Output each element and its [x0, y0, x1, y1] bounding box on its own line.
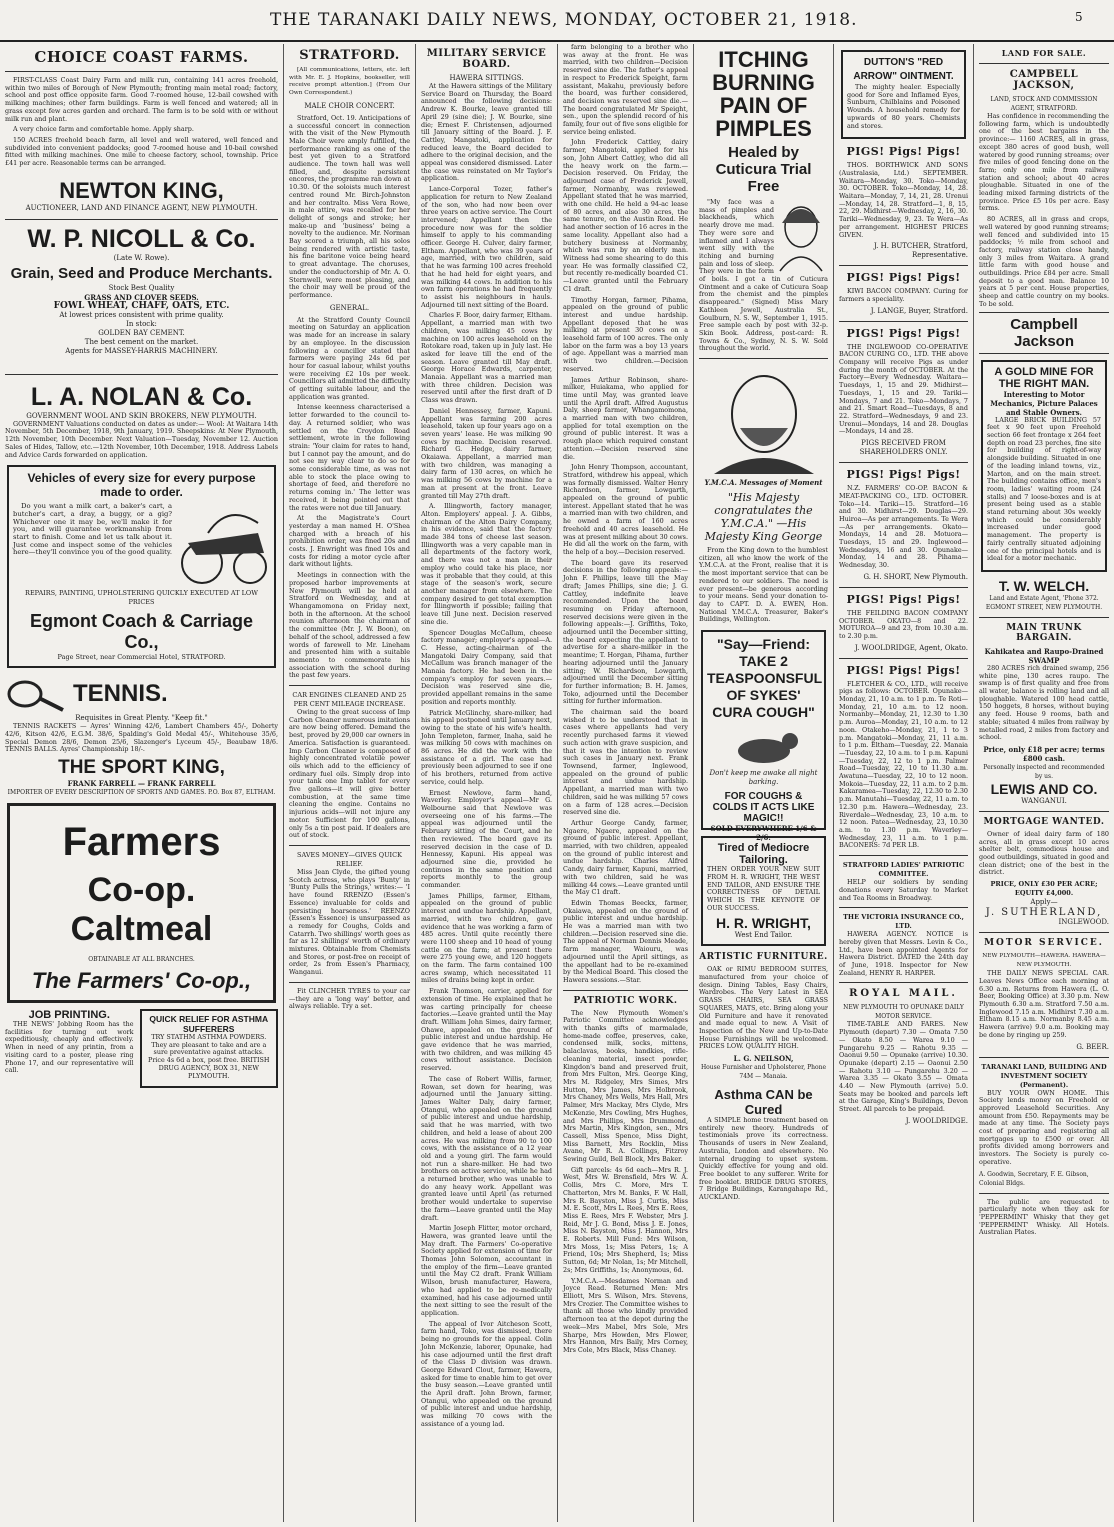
divider: [563, 990, 688, 991]
nicoll-line-1: GRASS AND CLOVER SEEDS.: [84, 292, 199, 302]
asthma-heading: QUICK RELIEF FOR ASTHMA SUFFERERS: [149, 1014, 269, 1035]
divider: [699, 358, 828, 359]
nicoll-title: W. P. NICOLL & Co.: [27, 224, 256, 253]
vehicles-text: Do you want a milk cart, a baker's cart, a butcher's cart, a dray, a buggy, or a gig? Whichever one it may be, we'll make it for you, and will guarantee workmanship from start to finish. Come and let us talk about it. Just come and inspect some of the vehicles here—they'll convince you of the good quality.: [13, 502, 173, 557]
tennis-racket-icon: [5, 674, 65, 714]
divider: [289, 845, 410, 846]
choir-text: Stratford, Oct. 19. Anticipations of a successful concert in connection with the visit of the New Plymouth Male Choir were amply fulfilled, the performance ranking as one of the best yet given to a Stratford audience. The town hall was well filled, and, despite persistent encores, the programme ran down at 10.30. Of the soloists much interest centred round Mr. Birch-Johnston and her contralto. Miss Vera Rowe, in male attire, was recalled for her delight of songs and stroke; her make-up and 'business' being a novelty to the audience. Mr. Norman Bay scored a triumph, all his solos being rendered with artistic taste, his fine baritone voice being heard to great advantage. The choruses, under the conductorship of Mr. A. O. Sternwell, were most pleasing, and the choir may well be proud of the performance.: [289, 113, 410, 299]
pigs-5-sign: J. WOOLDRIDGE, Agent, Okato.: [854, 643, 968, 652]
taranaki-society-heading: TARANAKI LAND, BUILDING AND INVESTMENT SOCIETY (Permanent).: [981, 1062, 1107, 1089]
cuticura-heading: ITCHING BURNING PAIN OF PIMPLES: [712, 47, 815, 141]
saves-heading: SAVES MONEY—GIVES QUICK RELIEF.: [297, 850, 402, 868]
farmers-title: Farmers: [62, 820, 221, 865]
nolan-text: GOVERNMENT Valuations conducted on dates as under:— Wool: At Waitara 14th November, 5th December, 1918, 9th January, 1919. Sheepskins: At New Plymouth, 12th November, 10th December. Next Valuation—Tuesday, November 12. Auction Sales of Hides, Tallow, etc.—12th November, 10th December, 1918. Address Labels and Advice Cards forwarded on application.: [5, 419, 278, 459]
campbell-jackson-text: Has confidence in recommending the following farm, which is undoubtedly one of the best bargains in the province:— 1160 ACRES, all in grass, except 380 acres of good bush, well watered by good running streams; over five miles of good fencing done on the farm; only one mile from railway station and school; about 40 acres ploughable. Situated in one of the leading mixed farming districts of the province. Price £5 10s per acre. Easy terms.: [979, 112, 1109, 213]
furniture-name: L. G. NEILSON,: [733, 1054, 794, 1064]
military-text-5: A. Illingworth, factory manager, Alton. Employers' appeal. J. A. Gibbs, chairman of the Alton Dairy Company, in his evidence, said that the factory made 384 tons of cheese last season. Illingworth was a very capable man in all departments of the factory work, and there was not a man in their employ who could take his place, nor was it probable that they could, at this stage of the season's work, secure another manager from elsewhere. The company desired to get total exemption for Illingworth if possible; failing that leave till June next. Decision reserved sine die.: [421, 502, 552, 626]
divider: [979, 811, 1109, 812]
stratford-text-4: At the Magistrate's Court yesterday a man named H. O'Shea charged with a breach of his prohibition order, was fined 20s and costs. J. Enwright was fined 10s and costs for riding a motor cycle after dark without lights.: [289, 514, 410, 569]
gold-mine-subtitle: Interesting to Motor Mechanics, Picture Palaces and Stable Owners.: [990, 389, 1098, 417]
main-trunk-price: Price, only £18 per acre; terms £800 cash.: [983, 744, 1105, 763]
sport-king-subtitle: IMPORTER OF EVERY DESCRIPTION OF SPORTS AND GAMES. P.O. Box 87, ELTHAM.: [7, 789, 276, 797]
nicoll-line-4: In stock:: [126, 319, 157, 328]
farmers-branches: OBTAINABLE AT ALL BRANCHES.: [88, 956, 195, 964]
patriotic-text: The New Plymouth Women's Patriotic Committee acknowledges with thanks gifts of marmalade, home-made coffee, preserves, cake, condensed milk, socks, mittens, balaclavas, books, handkies, rifle-cleaning material, insect powder, Kingdon's band and preserved fruit, from Mrs Fulton, Mrs. George King, Mrs M. Ridgeley, Mrs Simes, Mrs Hutton, Mrs James, Mrs Holbrook, Mrs Chaney, Mrs Wells, Mrs Hall, Mrs Palmer, Mrs Mackay, Mrs Clyde, Mrs McKenzie, Mrs Cowling, Mrs Hughes, and Mrs Phillips, Mrs Drummond, Mrs Martin, Mrs Kingdon, sen., Mrs Cassell, Miss Spence, Miss Dight, Miss Barnett, Mrs Rocklin, Miss Avane, Mr R. A. Collings, Fitzroy Sewing Guild, Bell Block, Mrs Baker.: [563, 1008, 688, 1164]
military-cont-8: Arthur George Candy, farmer, Ngaere, Ngaere, appealed on the ground of public interest. Appellant, married, with two children, appealed on the ground of public interest and undue hardship. Charles Alfred Candy, dairy farmer, Kapuni, married, with two children, said he was milking 44 cows.—Leave granted until the May C1 draft.: [563, 818, 688, 897]
divider: [5, 374, 278, 375]
farmers-product: Co-op. Caltmeal: [70, 871, 213, 949]
main-trunk-heading: MAIN TRUNK BARGAIN.: [1006, 622, 1082, 643]
royal-mail-subtitle: NEW PLYMOUTH TO OPUNAKE DAILY MOTOR SERVICE.: [843, 1004, 964, 1021]
divider: [289, 685, 410, 686]
campbell-jackson-subtitle: LAND, STOCK AND COMMISSION AGENT, STRATFORD.: [990, 96, 1098, 112]
wright-subtitle: West End Tailor.: [734, 931, 793, 940]
stratford-intro: [All communications, letters, etc. left with Mr. E. J. Hopkins, bookseller, will receive prompt attention.] (From Our Own Correspondent.): [289, 67, 410, 97]
vehicles-ad: [7, 465, 276, 668]
taranaki-society-text: BUY YOUR OWN HOME. This Society lends money on Freehold or approved Leasehold Securities. Any amount from £50. Repayments may be made at any time. The Society pays cost of preparing and registering all mortgages up to £500 or over. All profits divided among borrowers and investors. The Society is purely co-operative.: [979, 1088, 1109, 1166]
welch-subtitle: Land and Estate Agent, 'Phone 372. EGMONT STREET, NEW PLYMOUTH.: [985, 594, 1103, 611]
military-text-3: Charles F. Boor, dairy farmer, Eltham. Appellant, a married man with two children, was milking 45 cows by machine on 100 acres leasehold on the Rotokare road, taken up in July last. He asked for leave till the end of the season. Leave granted till May draft. George Horace Edwards, carpenter, Manaia. Appellant was a married man with three children. Decision was reserved until after the first draft of D Class was drawn.: [421, 311, 552, 405]
divider: [979, 932, 1109, 933]
divider: [839, 982, 968, 983]
divider: [289, 982, 410, 983]
egmont-subtitle: Page Street, near Commercial Hotel, STRATFORD.: [57, 653, 226, 662]
sykes-heading: "Say—Friend: TAKE 2 TEASPOONSFUL OF SYKES' CURA COUGH": [707, 636, 823, 721]
campbell-jackson-text-2: 80 ACRES, all in grass and crops, well watered by good running streams; well fenced and subdivided into 15 paddocks; ½ mile from school and factory, railway station close handy, only 3 miles from Waitara. A grand little farm with good house and outbuildings. Price £84 per acre. Small deposit to a good man. Balance 10 years at 5 per cent. House properties, sheep and cattle country on my books. To be sold.: [979, 215, 1109, 308]
pigs-6-text: FLETCHER & CO., LTD., will receive pigs as follows: OCTOBER. Opunake—Monday, 21, 10 a.m. to 1 p.m. Te Roti—Monday, 21, 10 a.m. to 12 noon. Normanby—Monday, 21, 12.30 to 1.30 p.m. Auroa—Monday, 21, 10 a.m. to 12 noon. Otakeho—Monday, 21, 1 to 3 p.m. Mangatoki—Monday, 21, 11 a.m. to 1 p.m. Eltham—Tuesday, 22. Manaia—Tuesday, 22, 10 a.m. to 1 p.m. Kapuni—Tuesday, 22, 12 to 1 p.m. Palmer Road—Tuesday, 22, 10 to 11.30 a.m. Awatuna—Tuesday, 22, 10 to 12 noon. Mokoia—Tuesday, 22, 11 a.m. to 2 p.m. Kakaramea—Tuesday, 22, 12.30 to 2.30 p.m. Manutahi—Tuesday, 22, 11 a.m. to 12.30 p.m. Hawera—Wednesday, 23. Riverdale—Wednesday, 23, 10 a.m. to 12 noon. Patea—Wednesday, 23, 10.30 a.m. to 1.30 p.m. Waverley—Wednesday, 23, 11 a.m. to 1 p.m. BACONERS: 7d PER LB.: [839, 679, 968, 850]
divider: [839, 321, 968, 322]
sykes-ad: [701, 630, 826, 843]
sport-king-title: THE SPORT KING,: [58, 757, 225, 779]
motor-service-subtitle: NEW PLYMOUTH—HAWERA. HAWERA—NEW PLYMOUTH.: [982, 953, 1106, 969]
gold-mine-heading: A GOLD MINE FOR THE RIGHT MAN.: [994, 365, 1094, 390]
asthma-text: TRY STATHM ASTHMA POWDERS. They are pleasant to take and are a sure preventative against attacks. Price 4s 6d a box, post free. BRITISH DRUG AGENCY, BOX 31, NEW PLYMOUTH.: [148, 1033, 270, 1080]
job-printing-text: THE NEWS' Jobbing Room has the facilities for turning out work expeditiously, cheaply and effectively. When in need of any printin, from a visiting card to a poster, please ring Phone 17, and our representative will call.: [5, 1020, 134, 1075]
military-cont-3: Timothy Horgan, farmer, Pihama, appealed on the ground of public interest and undue hardship. Appellant deposed that he was milking at present 30 cows on a leasehold farm of 100 acres. The only labor on the farm was a boy 13 years of age. Appellant was a married man with two children.—Decision reserved.: [563, 295, 688, 373]
patriotic-text-3: Y.M.C.A.—Mesdames Norman and Joyce Read. Returned Men: Mrs Elliott, Mrs S. Wilson, Mrs. Stevens, Mrs Crozier. The Committee wishes to thank all those who kindly provided afternoon tea at the depot during the week—Mrs Mabel, Mrs Sole, Mrs Sharpe, Mrs Howden, Mrs Flower, Mrs Hannon, Mrs Baily, Mrs Corney, Mrs Cole, Mrs Black, Miss Chaney.: [563, 1276, 688, 1354]
pigs-3-text: THE INGLEWOOD CO-OPERATIVE BACON CURING CO., LTD. THE above Company will receive Pigs as under during the month of OCTOBER. At the Factory—Every Wednesday. Waitara—Tuesdays, 1, 15 and 29. Midhirst—Tuesdays, 1, 15 and 29. Tariki—Mondays, 7 and 21. Toko—Mondays, 7 and 21. Smart Road—Tuesdays, 8 and 22. Stratford—Wednesdays, 9 and 23. Urenui—Mondays, 14 and 28. Douglas—Mondays, 14 and 28.: [839, 342, 968, 436]
pigs-1-heading: PIGS! Pigs! Pigs!: [846, 145, 961, 159]
royal-mail-sign: J. WOOLDRIDGE.: [905, 1116, 968, 1125]
military-text-4: Daniel Hennessey, farmer, Kapuni. Appellant was farming 200 acres leasehold, taken up four years ago on a seven years' lease. He was milking 90 cows by machine. Decision reserved. Richard G. Hedge, dairy farmer, Okaiawa. Appellant, a married man with two children, was managing a dairy farm of 130 acres, on which he was milking 56 cows by machine for a man at present at the front. Leave granted till May 27th draft.: [421, 406, 552, 500]
nolan-title: L. A. NOLAN & Co.: [30, 382, 253, 411]
vehicles-heading: Vehicles of every size for every purpose made to order.: [27, 471, 256, 500]
farmers-coop-ad: [7, 803, 276, 1003]
general-heading: GENERAL.: [329, 303, 370, 312]
military-text-7: Patrick McGlinchy, share-milker, had his appeal postponed until January next, owing to the state of his wife's health. John Templeton, farmer, Inaha, said he was milking 50 cows with machines on 86 acres. He did the work with the assistance of a girl. The case had previously been adjourned to see if one of his brothers, returned from active service, could help.: [421, 708, 553, 786]
saves-text: Miss Jean Clyde, the gifted young Scotch actress, who plays 'Bunty' in 'Bunty Pulls the Strings,' writes:— 'I have found RRENZO (Essen's Essence) invaluable for colds and persisting hoarseness.' REENZO (Essen's Essence) is unsurpassed as a remedy for Coughs, Colds and Catarrh. Two shillings' worth goes as far as 12 shillings' worth of ordinary mixtures. Obtainable from Chemists and Stores, or post-free on receipt of order, 2s from Essen's Pharmacy, Wanganui.: [289, 867, 410, 977]
sport-king-names: FRANK FARRELL — FRANK FARRELL: [67, 779, 216, 789]
campbell-jackson-heading: CAMPBELL JACKSON,: [1009, 69, 1079, 91]
royal-mail-heading: ROYAL MAIL.: [849, 988, 958, 1000]
pigs-5-text: THE FEILDING BACON COMPANY OCTOBER. OKATO—8 and 22. MOTUROA—9 and 23, from 10.30 a.m. to 2.30 p.m.: [839, 608, 968, 640]
main-trunk-subtitle: Kahikatea and Raupo-Drained SWAMP: [984, 646, 1104, 665]
gold-mine-text: LARGE BRICK BUILDING 57 feet x 90 feet upon Freehold section 66 feet frontage x 264 feet depth on road 23 perches, fine site for building of right-of-way alongside building. Situated in one of the leading inland towns, viz., Marton, and on the main street. The building contains office, men's room, ladies' waiting room (24 stalls) and 7 loose-boxes and is at present being used as a stable stand returning about 30s weekly which could be considerably increased under good management. The property is fairly centrally situated adjoining one of the principal hotels and is ideal for a motor mechanic.: [987, 415, 1101, 563]
column-2: [284, 44, 416, 1522]
military-cont-7: The chairman said the board wished it to be understood that in cases where appellants had very recently purchased farms it viewed such action with grave suspicion, and that it was the intention to review such cases in January next. Frank Townsend, farmer, Inglewood, appealed on the ground of public interest and undue hardship. Appellant, a married man with two children, said he was milking 57 cows on a farm of 128 acres.—Decision reserved sine die.: [563, 708, 688, 817]
wright-ad: [701, 836, 826, 946]
sutherland-subtitle: INGLEWOOD.: [1058, 918, 1109, 927]
ymca-quote: "His Majesty congratulates the Y.M.C.A." —His Majesty King George: [704, 491, 823, 544]
nicoll-line-6: The best cement on the market.: [84, 337, 199, 346]
stratford-heading: STRATFORD.: [299, 48, 400, 63]
sykes-caption: Don't keep me awake all night barking.: [709, 769, 818, 787]
asthma-cure-text: A SIMPLE home treatment based on entirely new theory. Hundreds of testimonials prove its correctness. Thousands of users in New Zealand, Australia, London and elsewhere. No internal drugging to upset system. Quickly effective for young and old. Free booklet to any sufferer. Write for free booklet. BRIDGE DRUG STORES, 7 Bridge Buildings, Karangahape Rd., AUCKLAND.: [699, 1116, 828, 1202]
nicoll-subtitle: Grain, Seed and Produce Merchants.: [10, 264, 273, 282]
pigs-6-heading: PIGS! Pigs! Pigs!: [846, 663, 961, 677]
military-subheading: HAWERA SITTINGS.: [449, 74, 524, 82]
nicoll-line-5: GOLDEN BAY CEMENT.: [98, 328, 185, 337]
column-7: [974, 44, 1114, 1522]
furniture-subtitle: House Furnisher and Upholsterer, Phone 74M — Manaia.: [700, 1064, 827, 1081]
pigs-2-heading: PIGS! Pigs! Pigs!: [846, 271, 961, 285]
military-heading: MILITARY SERVICE BOARD.: [426, 48, 547, 70]
ymca-caption: Y.M.C.A. Messages of Moment: [704, 478, 823, 488]
welch-name: T. W. WELCH.: [998, 577, 1090, 594]
furniture-text: OAK or RIMU BEDROOM SUITES, manufactured from your choice of design. Dining Tables, Easy Chairs, Wardrobes. The Very Latest in SEA GRASS CHAIRS, SEA GRASS SQUARES, MATS, etc. Bring along your Old Furniture and have it renovated and made equal to new. A Visit of Inspection of the New and Up-to-Date House Furnishings will be welcomed. PRICES LOW. QUALITY HIGH.: [699, 965, 828, 1051]
column-1: [0, 44, 284, 1522]
nicoll-line-3: At lowest prices consistent with prime quality.: [59, 310, 224, 319]
divider: [5, 219, 278, 220]
pigs-4-heading: PIGS! Pigs! Pigs!: [846, 468, 961, 482]
king-portrait-illustration: [704, 364, 824, 474]
egmont-title: Egmont Coach & Carriage Co.,: [29, 611, 254, 653]
divider: [979, 1193, 1109, 1194]
victoria-text: HAWERA AGENCY. NOTICE is hereby given that Messrs. Levin & Co., Ltd., have been appointed Agents for Hawera District. DATED the 24th day of June, 1918. Inspector for New Zealand, HENRY R. HARPER.: [839, 930, 968, 977]
furniture-heading: ARTISTIC FURNITURE.: [699, 952, 828, 963]
divider: [5, 71, 278, 72]
farms-note: A very choice farm and comfortable home. Apply sharp.: [13, 125, 194, 134]
motor-service-text: THE DAILY NEWS SPECIAL CAR. Leaves News Office each morning at 6.30 a.m. Returns from Hawera (L. O. Beer, Booking Office) at 3.30 p.m. New Plymouth 6.30 a.m. Stratford 7.50 a.m. Inglewood 7.15 a.m. Midhirst 7.30 a.m. Eltham 8.15 a.m. Normanby 8.45 a.m. Hawera (arrive) 9.0 a.m. Booking may be done by ringing up 259.: [979, 969, 1109, 1039]
lewis-name: LEWIS AND CO.: [990, 780, 1098, 797]
newton-king-subtitle: AUCTIONEER, LAND AND FINANCE AGENT, NEW PLYMOUTH.: [25, 203, 258, 212]
pigs-4-sign: G. H. SHORT, New Plymouth.: [863, 572, 968, 581]
divider: [839, 658, 968, 659]
pigs-4-text: N.Z. FARMERS' CO-OP. BACON & MEAT-PACKING CO., LTD. OCTOBER. Toko—14. Tariki—15. Stratford—16 and 30. Midhirst—29. Douglas—29. Huiroa—As per arrangements. Te Wera—As per arrangements. Okato—Mondays, 14 and 28. Motuora—Tuesdays, 15 and 29. Inglewood—Wednesdays, 16 and 30. Opunake—Monday, 14 and 28. Pihama—Wednesday, 30.: [839, 484, 968, 570]
military-text-8: Ernest Newlove, farm hand, Waverley. Employer's appeal—Mr G. Welbourne said that Newlove was overseeing one of his farms.—The appeal was adjourned until the February sitting of the Court, and he then reviewed. The board gave its reserved decision in the case of D. Hennessy, Kapuni. His appeal was adjourned sine die, provided he continues in the same position and reports monthly to the group commander.: [421, 788, 552, 890]
divider: [839, 855, 968, 856]
farmers-coop-name: The Farmers' Co-op.,: [31, 968, 252, 994]
column-4: [558, 44, 694, 1522]
lewis-subtitle: WANGANUI.: [1021, 796, 1067, 805]
motor-service-heading: MOTOR SERVICE.: [984, 938, 1104, 949]
column-6: [834, 44, 974, 1522]
stratford-text-3: Intense keenness characterised a letter forwarded to the council to-day. A returned soldier, who was settled on the Croydon Road settlement, wrote in the following strain: 'Your claim for rates to hand, but I cannot pay the amount, and do not see my way clear to do so for some considerable time, as was not able to stock the place owing to shortage of feed, and therefore no returns coming in.' The letter was received, it being pointed out that the rates were not due till January.: [289, 403, 410, 512]
pigs-1-sign: J. H. BUTCHER, Stratford, Representative.: [873, 242, 968, 260]
pigs-2-text: KIWI BACON COMPANY. Curing for farmers a speciality.: [839, 287, 968, 303]
wright-text: THEN ORDER YOUR NEW SUIT FROM H. R. WRIGHT, THE WEST END TAILOR, AND ENSURE THE CORRECTNESS OF DETAIL WHICH IS THE KEYNOTE OF OUR SUCCESS.: [707, 865, 820, 912]
military-cont-1: farm belonging to a brother who was away at the front. He was married, with two children—Decision reserved sine die. The father's appeal in respect to Frederick Speight, farm assistant, Makahu, previously before the board, was further considered, and decision was reserved sine die.—The board congratulated Mr Speight, sen., upon the splendid record of his family, four out of five sons eligible for service being enlisted.: [563, 43, 688, 136]
gold-mine-ad: [981, 360, 1107, 572]
choir-heading: MALE CHOIR CONCERT.: [304, 101, 395, 110]
main-trunk-text: 280 ACRES rich drained swamp, 256 white pine, 130 acres raupo. The swamp is of first quality and free from all water, balance is rolling land and all ploughable. Watered 100 head cattle, 150 hoggets, 8 horses, without buying any feed. House 9 rooms, bath and stable; situated 4 miles from railway by metalled road, 2 miles from factory and school.: [979, 663, 1109, 742]
dog-illustration: [724, 725, 804, 765]
column-3: [416, 44, 558, 1522]
wright-heading: Tired of Mediocre Tailoring.: [717, 842, 810, 867]
tennis-subtitle: Requisites in Great Plenty. "Keep fit.": [75, 714, 208, 723]
victoria-heading: THE VICTORIA INSURANCE CO., LTD.: [843, 913, 964, 931]
military-text-9: James Phillips, farmer, Eltham, appealed on the ground of public interest and undue hardship. Appellant, married, with two children, gave evidence that he was working a farm of 485 acres. Until quite recently there were 1100 sheep and 10 head of young cattle on the farm; at present there were 275 young ewe, and 120 hoggets on the farm. The farm contained 100 acres swamp, which necessitated 11 miles of drains being kept in order.: [421, 891, 552, 985]
main-trunk-note: Personally inspected and recommended by us.: [983, 763, 1105, 780]
stratford-text-5: Meetings in connection with the proposed harbor improvements at New Plymouth will be held at Stratford on Wednesday, and at Whangamomona on Friday next, both in the afternoon. At the school reunion afternoon the chairman of the committee (Mr. J. W. Boon), on behalf of the school, addressed a few words of farewell to Mr. Lineham and presented him with a suitable memento to commemorate his association with the school during the past few years.: [289, 571, 410, 680]
divider: [979, 1057, 1109, 1058]
mortgage-apply: Apply—: [1030, 898, 1058, 907]
military-cont-4: James Arthur Robinson, share-milker, Huiakama, who applied for time until May, was granted leave until the April draft. Alfred Augustus Daly, sheep farmer, Whangamomona, a married man with two children, applied for total exemption on the ground of public interest. It was a rough place which required constant attention.—Decision reserved sine die.: [563, 375, 688, 461]
military-cont-2: John Frederick Cattley, dairy farmer, Mangatoki, applied for his son, John Albert Cattley, who did all the heavy work on the farm.—Decision reserved. On Friday, the adjourned case of Frederick Jewell, farmer, Normanby, was reviewed. Appellant stated that he was married, with one child. He held a 94-ac lease of 80 acres, and also 30 acres, the same tenure, on the Austin Road. He had another section of 16 acres in the same locality. Appellant also had a butchery business at Normanby, which was run by an elderly man. Witness had some shearing to do this year. He was formally classified C2, but recently re-medically boarded C1.—Leave granted until the February C1 draft.: [563, 138, 688, 293]
general-text: At the Stratford County Council meeting on Saturday an application was made for an increase in salary by an employee. In the discussion following a councillor stated that farmers were paying 24s 6d per hour for casual labour, whilst youths were receiving £2 10s per week. Councillors all admitted the difficulty of getting suitable labour, and the application was granted.: [289, 315, 411, 401]
mortgage-price: PRICE, ONLY £30 PER ACRE; EQUITY £4,000.: [990, 880, 1098, 898]
nicoll-line-2: FOWL WHEAT, CHAFF, OATS, ETC.: [53, 300, 230, 311]
red-arrow-ad: [841, 50, 966, 139]
carriage-illustration: [178, 503, 270, 589]
patriotic-heading: PATRIOTIC WORK.: [573, 995, 678, 1006]
masthead: [0, 0, 1114, 42]
military-cont-5: John Henry Thompson, accountant, Stratford, withdrew his appeal, which was formally dismissed. Walter Henry Richardson, farmer, Lowgarth, appealed on the ground of public interest. Appellant stated that he was a married man with two children, and he owned a farm of 160 acres freehold and 40 acres leasehold. He was at present milking about 30 cows. He did all the work on the farm, with the help of a boy.—Decision reserved.: [563, 463, 688, 556]
military-text-12: Martin Joseph Flitter, motor orchard, Hawera, was granted leave until the May draft. The Farmers' Co-operative Society applied for extension of time for Thomas John Solomon, accountant in the employ of the firm—Leave granted until the May C2 draft. Frank William Wilson, brush manufacturer, Hawera, who had applied to be re-medically examined, had his case adjourned until the next sitting to see the result of the application.: [421, 1224, 552, 1317]
military-text-2: Lance-Corporal Tozer, father's application for return to New Zealand of the son, who had now been over three years on active service. The Court intervened; Appellant then the procedure now was for the soldier himself to apply to his commanding officer. George H. Culver, dairy farmer, Eltham. Appellant, who was 39 years of age, married, with two children, said that he was farming 100 acres freehold that he had held for eight years, and was milking 44 cows. In addition to his own farm operations he had frequently to assist his neighbours in hauls. Adjourned till next sitting of the Board.: [421, 185, 552, 309]
ladies-patriotic-heading: STRATFORD LADIES' PATRIOTIC COMMITTEE.: [842, 861, 965, 879]
divider: [839, 265, 968, 266]
engines-text: Owing to the great success of Imp Carbon Cleaner numerous imitations are now being offered. Demand the best, proved by 29,000 car owners in America. Satisfaction is guaranteed. Imp Carbon Cleaner is composed of highly concentrated volatile power oils which add to the efficiency of ordinary fuel oils. Simply drop into your tank one Imp tablet for every five gallons—it will give better combustion, at the same time cleaning the engine. Contains no injurious acids—will not injure any motor. Sufficient for 100 gallons, only 5s a tin post paid. If dealers are out of stock.: [289, 708, 410, 840]
farms-text-2: 150 ACRES freehold beach farm, all level and well watered, well fenced and subdivided into convenient paddocks; good 7-roomed house and 10-bail cowshed fitted with milking machines. One mile to cheese factory, school, township. Price £41 per acre. Reasonable terms can be arranged.: [5, 135, 278, 168]
military-text-10: Frank Thomson, carrier, applied for extension of time. He explained that he was carting principally for cheese factories.—Leave granted until the May draft. William John Simes, dairy farmer, Ohawe, appealed on the ground of public interest and undue hardship. He gave evidence that he was married, with two children, and was milking 45 cows without assistance. Decision reserved.: [421, 987, 552, 1073]
pigs-2-sign: J. LANGE, Buyer, Stratford.: [870, 306, 968, 315]
divider: [839, 462, 968, 463]
tennis-text: TENNIS RACKETS — Ayres' Winning 42/6, Lambert Chambers 45/-, Doherty 42/6, Kitson 42/6, E.G.M. 38/6, Spalding's Gold Medal 45/-, Whitehouse 35/6, Special Demon 28/6, Demon 25/6, Slazenger's Lyceum 45/-, Beaubaw 18/6. TENNIS BALLS. Ayres' Championship 18/-.: [5, 722, 278, 754]
red-arrow-heading: DUTTON'S "RED ARROW" OINTMENT.: [853, 57, 954, 82]
pigs-5-heading: PIGS! Pigs! Pigs!: [846, 592, 961, 606]
mortgage-heading: MORTGAGE WANTED.: [983, 816, 1105, 827]
tennis-title: TENNIS.: [73, 680, 168, 708]
land-heading: LAND FOR SALE.: [1001, 48, 1087, 58]
pigs-1-text: THOS. BORTHWICK AND SONS (Australasia, Ltd.) SEPTEMBER. Waitara—Monday, 30. Toko—Monday, 30. OCTOBER. Toko—Monday, 14, 28. Waitara—Monday, 7, 14, 21, 28. Urenui—Monday, 14, 28. Stratford—1, 8, 15, 22, 29. Midhirst—Wednesday, 2, 16, 30. Tariki—Wednesday, 9, 23. Te Wera—As per arrangement. HIGHEST PRICES GIVEN.: [839, 161, 968, 239]
vehicles-repair: REPAIRS, PAINTING, UPHOLSTERING QUICKLY EXECUTED AT LOW PRICES: [25, 589, 258, 607]
clincher-text: Fit CLINCHER TYRES to your car—they are a 'long way' better, and always reliable. Try a set.: [289, 986, 410, 1011]
taranaki-society-sign: A. Goodwin, Secretary, F. E. Gibson, Colonial Bldgs.: [979, 1170, 1089, 1187]
job-printing-heading: JOB PRINTING.: [28, 1009, 110, 1022]
newton-king-title: NEWTON KING,: [59, 177, 224, 203]
column-5: [694, 44, 834, 1522]
farms-text: FIRST-CLASS Coast Dairy Farm and milk run, containing 141 acres freehold, within two miles of Borough of New Plymouth; fronting main metal road; factory, school and post office opposite farm. Good 7-roomed house, 12-bail cowshed with milking machines; other farm buildings. Farm is well fenced and watered; all in grass except few acres garden and orchard. The farm is to be sold with or without milk run and plant.: [5, 76, 278, 123]
public-notice-text: The public are requested to particularly note when they ask for 'PEPPERMINT' Whisky that they get 'PEPPERMINT' Whisky. All Hotels. Australian Plates.: [979, 1197, 1109, 1237]
nicoll-line-7: Agents for MASSEY-HARRIS MACHINERY.: [65, 346, 218, 355]
pigs-3-sign: PIGS RECEIVED FROM SHAREHOLDERS ONLY.: [859, 439, 948, 457]
military-cont-9: Edwin Thomas Beeckx, farmer, Okaiawa, appealed on the ground of public interest and undue hardship. He was a married man with two children.—Decision reserved sine die. The appeal of Norman Dennis Meade, farm manager, Waiouru, was adjourned until the April sittings, as the appellant had to be re-examined by the Medical Board. This closed the Hawera sessions.—Star.: [563, 898, 688, 984]
sutherland-name: J. SUTHERLAND,: [985, 907, 1103, 919]
divider: [839, 587, 968, 588]
nolan-subtitle: GOVERNMENT WOOL AND SKIN BROKERS, NEW PLYMOUTH.: [26, 411, 257, 420]
divider: [979, 617, 1109, 618]
military-cont-6: The board gave its reserved decisions in the following appeals:—John F. Phillips, leave till the May draft; James Phillips, sine die; J. G. Cattley, indefinite leave recommended. Upon the board resuming on Friday afternoon, reserved decisions were given in the following appeals:—J. Griffiths, Toko, adjourned until the December sitting, the board expecting the appellant to advertise for a share-milker in the meantime; T. Horgan, Pihama, further hearing adjourned until the January sitting; W. Richardson, Lowgarth, adjourned until the December sitting for further information; B. H. James, Toko, adjourned until the December sitting for further information.: [563, 558, 688, 706]
military-text-13: The appeal of Ivor Aitcheson Scott, farm hand, Toko, was dismissed, there being no grounds for the appeal. Colin John McKenzie, laborer, Opunake, had his case adjourned until the first draft of the Class D division was drawn. George Edward Clout, farmer, Hawera, asked for time to enable him to get over the busy season.—Leave granted until the April draft. John Brown, farmer, Otangui, who appealed on the ground of public interest and undue hardship, was milking 70 cows with the assistance of a young lad.: [421, 1319, 552, 1428]
military-text-6: Spencer Douglas McCallum, cheese factory manager; employer's appeal—A. C. Hesse, acting-chairman of the Mangatoki Dairy Company, said that McCallum was branch manager of the Manaia factory. He had been in the company's employ for seven years.—Decision was reserved sine die, provided appellant remains in the same position and reports monthly.: [421, 628, 552, 706]
cuticura-subheading: Healed by Cuticura Trial Free: [715, 144, 812, 195]
red-arrow-text: The mighty healer. Especially good for Sore and Inflamed Eyes, Sunburn, Chilblains and Poisoned Wounds. A household remedy for upwards of 80 years. Chemists and stores.: [847, 83, 960, 130]
motor-service-sign: G. BEER.: [1076, 1042, 1109, 1051]
patriotic-text-2: Gift parcels: 4s 6d each—Mrs R. J. West, Mrs W. Brensfield, Mrs W. A. Collis, Mrs C. More, Mrs T. Chatterton, Mrs M. Banks, F. W. Hall, Mrs R. Bayston, Miss J. Curtis, Miss M. E. Scott, Mrs L. Rees, Mrs E. Rees, Miss E. Rees, Mrs F. Webster, Mrs J. Reid, Mr J. G. Bond, Miss J. E. Jones, Miss N. Bayston, Miss J. Hannon, Mrs E. Roberts. Mill Fund: Mrs Wilson, Mrs Moss, 1s; Miss Peters, 1s; A Friend, 10s; Mrs Shepherd, 1s; Miss Sutton, 6d; Mr Nolan, 1s; Mr Mitchell, 2s; Mrs Griffiths, 1s; Anonymous, 6d.: [563, 1165, 689, 1274]
pigs-3-heading: PIGS! Pigs! Pigs!: [846, 326, 961, 340]
woman-portrait-illustration: [774, 199, 828, 271]
royal-mail-text: TIME-TABLE AND FARES. New Plymouth (depart) 7.30 — Omata 7.50 — Okato 8.50 — Warea 9.10 — Pungarehu 9.25 — Rahotu 9.35 — Oaonui 9.50 — Opunake (arrive) 10.30. Opunake (depart) 2.15 — Oaonui 2.50 — Rahotu 3.10 — Pungarehu 3.20 — Warea 3.35 — Okato 3.55 — Omata 4.40 — New Plymouth (arrive) 5.0. Seats may be booked and parcels left at the Garage, King's Buildings, Devon Street. All parcels to be prepaid.: [839, 1020, 968, 1114]
asthma-cure-heading: Asthma CAN be Cured: [714, 1087, 813, 1118]
sykes-price: SOLD EVERYWHERE 1/6 & 2/6.: [710, 824, 817, 843]
ladies-patriotic-text: HELP our soldiers by sending donations every Saturday to Market and Tea Rooms in Broadway.: [839, 878, 968, 902]
campbell-jackson-logo: Campbell Jackson: [979, 312, 1109, 354]
ymca-text: From the King down to the humblest citizen, all who know the work of the Y.M.C.A. at the Front, realise that it is the most important service that can be rendered to our soldiers. The need is ever present—be generous according to your means. Send your donation to-day to CAPT. D. A. EWEN, Hon. National Y.M.C.A. Treasurer, Baker's Buildings, Wellington.: [699, 546, 828, 624]
page-number: 5: [1075, 10, 1083, 24]
masthead-title: THE TARANAKI DAILY NEWS, MONDAY, OCTOBER 21, 1918.: [270, 10, 858, 30]
farms-heading: CHOICE COAST FARMS.: [34, 48, 249, 66]
cuticura-text: "My face was a mass of pimples and blackheads, which nearly drove me mad. They were sore and inflamed and I always went silly with the itching and burning pain and loss of sleep. They were in the form of boils. I got a tin of Cuticura Ointment and a cake of Cuticura Soap from the chemist and the pimples disappeared." (Signed) Miss Mary Kathleen Jewell, Australia St., Goulburn, N. S. W., September 1, 1915. Free sample each by post with 32-p. Skin Book. Address, post-card: R. Towns & Co., Sydney, N. S. W. Sold throughout the world.: [699, 198, 828, 353]
sykes-foot: FOR COUGHS & COLDS IT ACTS LIKE MAGIC!!: [712, 791, 815, 825]
mortgage-text: Owner of ideal dairy farm of 180 acres, all in grass except 10 acres shelter belt, commodious house and good outbuildings, situated in good and clean district; one of the best in the district.: [979, 829, 1109, 877]
engines-heading: CAR ENGINES CLEANED AND 25 PER CENT MILEAGE INCREASE.: [292, 691, 407, 709]
nicoll-line-0: Stock Best Quality: [108, 283, 175, 292]
military-text-11: The case of Robert Willis, farmer, Rowan, set down for hearing, was adjourned until the January sitting. James Walter Daly, dairy farmer, Otangui, who appealed on the ground of public interest and undue hardship, said that he was married, with two children, and held a lease of about 200 acres. He was milking from 90 to 100 cows, with the assistance of a 12 year old and a young girl. The farm would not run a share-milker. He had two brothers on active service, while he had a returned brother, who was unable to do any heavy work. Appellant was granted leave until April (as returned brother would undertake to supervise the farm—Leave granted until the May draft.: [421, 1074, 552, 1222]
divider: [839, 907, 968, 908]
nicoll-late: (Late W. Rowe).: [113, 253, 170, 262]
divider: [979, 63, 1109, 64]
military-text-1: At the Hawera sittings of the Military Service Board on Thursday, the Board announced the following decisions: Andrew K. Bourke, leave granted till April 29 (sine die); J. W. Bourke, sine die; Ernest F. Christensen, adjourned till January sitting of the Board. J. F. Cattley, Mangatoki, application for reduced leave, the Board decided to adhere to the original decision, and the appeal was considered dismissed. Later the case was reinstated on Mr Taylor's application.: [421, 82, 552, 183]
wright-name: H. R. WRIGHT,: [716, 915, 811, 932]
